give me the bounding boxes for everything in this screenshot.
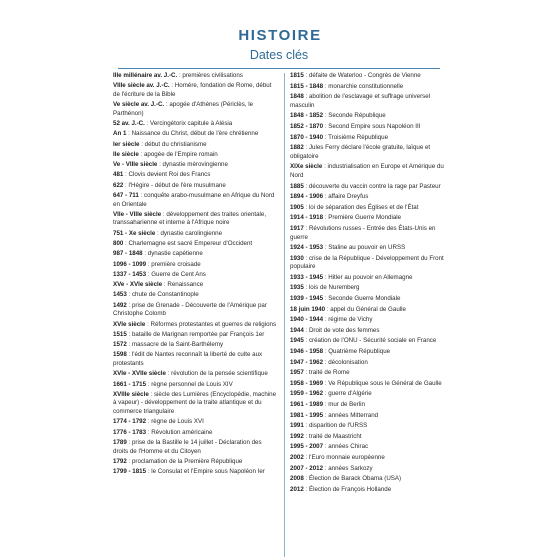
entry-separator: : [303, 93, 309, 101]
entry-separator: : [303, 284, 309, 292]
entry-text: Guerre de Cent Ans [151, 270, 206, 278]
timeline-entry [290, 443, 455, 452]
timeline-entry [290, 193, 455, 202]
timeline-entry [290, 337, 455, 346]
timeline-entry [290, 214, 455, 223]
entry-text: Quatrième République [328, 348, 391, 356]
entry-text: décolonisation [328, 358, 368, 366]
entry-text: Seconde Guerre Mondiale [328, 295, 401, 303]
entry-date: 1792 [113, 457, 127, 465]
entry-text: prise de la Bastille le 14 juillet - Déclaration des droits de l'Homme et du Citoyen [113, 438, 262, 455]
entry-date: 1924 - 1953 [290, 244, 324, 252]
entry-text: conquête arabo-musulmane en Afrique du Nord en Orientale [113, 192, 275, 208]
entry-text: Élection de François Hollande [308, 485, 392, 493]
timeline-entry [290, 348, 455, 357]
entry-text: Staline au pouvoir en URSS [328, 244, 406, 252]
entry-text: crise de la République - Développement du Front populaire [290, 254, 444, 271]
timeline-entry [113, 429, 278, 438]
entry-date: 1947 - 1962 [290, 358, 324, 366]
timeline-right-column [290, 72, 455, 496]
entry-date: 1774 - 1792 [113, 418, 147, 426]
entry-separator: : [177, 72, 183, 79]
entry-date: 1917 [290, 224, 304, 232]
timeline-entry [290, 244, 455, 253]
timeline-entry [290, 486, 455, 495]
entry-date: 1815 [290, 72, 304, 79]
entry-separator: : [144, 120, 151, 128]
entry-text: Troisième République [328, 133, 389, 141]
timeline-entry [113, 351, 278, 368]
entry-text: défaite de Waterloo - Congrès de Vienne [308, 72, 421, 79]
entry-separator: : [303, 254, 309, 262]
timeline-entry [113, 230, 278, 239]
entry-separator: : [303, 72, 309, 79]
entry-date: 1939 - 1945 [290, 295, 324, 303]
entry-separator: : [126, 351, 132, 359]
timeline-entry [113, 281, 278, 290]
timeline-entry [113, 439, 278, 456]
entry-text: premières civilisations [182, 72, 243, 79]
timeline-entry [113, 240, 278, 249]
timeline-entry [290, 163, 455, 180]
entry-text: années Chirac [328, 443, 369, 451]
timeline-entry [290, 134, 455, 143]
entry-date: 800 [113, 240, 124, 248]
entry-separator: : [323, 379, 329, 387]
entry-separator: : [162, 281, 168, 289]
entry-date: 622 [113, 181, 124, 189]
entry-date: 1572 [113, 341, 127, 349]
entry-text: dynastie carolingienne [160, 229, 223, 237]
entry-text: Révolution américaine [151, 428, 213, 436]
entry-date: 1961 - 1989 [290, 401, 324, 408]
entry-separator: : [126, 301, 132, 309]
timeline-entry [290, 83, 455, 92]
entry-text: Ve République sous le Général de Gaulle [328, 379, 442, 387]
entry-date: 1905 [290, 203, 304, 211]
timeline-entry [113, 101, 278, 118]
timeline-entry [290, 255, 455, 272]
entry-date: 987 - 1848 [113, 250, 143, 258]
timeline-entry [113, 72, 278, 81]
entry-date: XVIe - XVIIe siècle [113, 370, 166, 378]
entry-text: prise de Grenade - Découverte de l'Amérique par Christophe Colomb [113, 301, 267, 318]
entry-text: le Consulat et l'Empire sous Napoléon Ier [151, 468, 265, 476]
entry-separator: : [139, 140, 145, 148]
timeline-entry [113, 182, 278, 191]
entry-text: guerre d'Algérie [328, 390, 372, 398]
timeline-entry [113, 141, 278, 150]
column-divider [284, 73, 285, 557]
entry-text: règne personnel de Louis XIV [151, 380, 233, 388]
entry-date: 1930 [290, 254, 304, 262]
timeline-entry [113, 120, 278, 129]
entry-date: 2002 [290, 453, 304, 461]
entry-text: création de l'ONU - Sécurité sociale en France [308, 337, 437, 345]
timeline-entry [290, 144, 455, 161]
entry-separator: : [146, 260, 152, 268]
entry-text: Seconde République [328, 112, 386, 120]
timeline-entry [113, 171, 278, 180]
entry-separator: : [148, 390, 154, 398]
entry-date: VIIIe siècle av. J.-C. [113, 82, 170, 90]
timeline-entry [290, 401, 455, 410]
timeline-entry [290, 390, 455, 399]
entry-date: 1776 - 1783 [113, 428, 147, 436]
timeline-entry [290, 465, 455, 474]
entry-text: première croisade [151, 260, 201, 268]
entry-date: 1981 - 1995 [290, 411, 324, 419]
timeline-entry [113, 321, 278, 330]
entry-text: lois de Nuremberg [308, 284, 360, 292]
timeline-entry [113, 151, 278, 160]
section-heading [118, 46, 440, 69]
entry-separator: : [123, 240, 129, 248]
entry-separator: : [303, 422, 309, 430]
entry-text: appel du Général de Gaulle [330, 305, 406, 313]
entry-separator: : [323, 358, 329, 366]
entry-date: 1946 - 1958 [290, 348, 324, 356]
entry-separator: : [325, 305, 331, 313]
timeline-entry [290, 316, 455, 325]
entry-separator: : [123, 171, 129, 179]
entry-date: 481 [113, 171, 124, 179]
entry-text: Hitler au pouvoir en Allemagne [328, 273, 413, 281]
entry-separator: : [165, 370, 172, 378]
entry-separator: : [323, 122, 329, 130]
timeline-entry [290, 123, 455, 132]
timeline-entry [290, 204, 455, 213]
entry-text: Élection de Barack Obama (USA) [308, 475, 402, 483]
entry-date: 751 - Xe siècle [113, 229, 156, 237]
entry-date: 1940 - 1944 [290, 316, 324, 324]
entry-separator: : [146, 428, 152, 436]
timeline-entry [113, 458, 278, 467]
timeline-entry [290, 380, 455, 389]
entry-date: 1799 - 1815 [113, 468, 147, 476]
entry-date: 18 juin 1940 [290, 305, 326, 313]
entry-separator: : [323, 244, 329, 252]
entry-separator: : [146, 418, 152, 426]
entry-date: 1789 [113, 438, 127, 446]
timeline-entry [290, 359, 455, 368]
timeline-entry [113, 370, 278, 379]
entry-separator: : [303, 182, 309, 190]
entry-separator: : [126, 291, 132, 299]
entry-date: 1959 - 1962 [290, 390, 324, 398]
entry-text: développement des traites orientale, transsaharienne et interne à l'Afrique noire [113, 210, 267, 227]
timeline-entry [113, 271, 278, 280]
entry-text: Second Empire sous Napoléon III [328, 122, 421, 130]
entry-separator: : [126, 438, 132, 446]
entry-separator: : [123, 181, 129, 189]
entry-date: An 1 [113, 130, 127, 138]
entry-date: 1992 [290, 432, 304, 440]
entry-text: Révolutions russes - Entrée des États-Unis en guerre [290, 224, 436, 241]
entry-separator: : [323, 443, 329, 451]
entry-date: 1933 - 1945 [290, 273, 324, 281]
entry-separator: : [303, 485, 309, 493]
entry-text: affaire Dreyfus [328, 193, 369, 201]
entry-separator: : [303, 337, 309, 345]
entry-date: XVe - XVIe siècle [113, 281, 163, 289]
entry-separator: : [145, 320, 151, 328]
entry-separator: : [323, 348, 329, 356]
entry-separator: : [303, 203, 309, 211]
entry-text: Clovis devient Roi des Francs [128, 171, 211, 179]
entry-date: VIIe - VIIIe siècle [113, 210, 162, 218]
entry-separator: : [169, 82, 175, 90]
entry-text: dynastie mérovingienne [162, 161, 228, 169]
entry-text: loi de séparation des Églises et de l'État [308, 203, 419, 211]
entry-date: Ve siècle av. J.-C. [113, 101, 165, 109]
timeline-entry [290, 306, 455, 315]
entry-text: disparition de l'URSS [308, 422, 368, 430]
entry-text: découverte du vaccin contre la rage par Pasteur [308, 182, 441, 190]
timeline-entry [290, 369, 455, 378]
entry-date: IIe siècle [113, 150, 139, 158]
entry-date: 1945 [290, 337, 304, 345]
entry-date: 647 - 711 [113, 192, 139, 199]
entry-text: apogée d'Athènes (Périclès, le Parthénon) [113, 101, 254, 117]
entry-separator: : [303, 453, 309, 461]
entry-separator: : [323, 82, 329, 90]
entry-text: Homère, fondation de Rome, début de l'écriture de la Bible [113, 82, 272, 98]
entry-text: apogée de l'Empire romain [143, 150, 218, 158]
entry-text: monarchie constitutionnelle [328, 82, 404, 90]
timeline-entry [290, 183, 455, 192]
entry-date: 1882 [290, 144, 304, 152]
entry-date: 1852 - 1870 [290, 122, 324, 130]
entry-date: 1815 - 1848 [290, 82, 324, 90]
timeline-entry [290, 475, 455, 484]
entry-date: XVIIIe siècle [113, 390, 149, 398]
timeline-entry [290, 433, 455, 442]
entry-date: 1515 [113, 330, 127, 338]
timeline-entry [290, 327, 455, 336]
entry-text: Renaissance [167, 281, 204, 289]
entry-text: l'Hégire - début de l'ère musulmane [128, 181, 226, 189]
entry-date: XIXe siècle [290, 163, 323, 171]
timeline-entry [113, 381, 278, 390]
timeline-entry [290, 295, 455, 304]
entry-date: 1935 [290, 284, 304, 292]
timeline-entry [113, 391, 278, 417]
timeline-entry [290, 454, 455, 463]
timeline-entry [113, 418, 278, 427]
entry-separator: : [126, 341, 132, 349]
section-subtitle: Dates clés [249, 48, 309, 62]
entry-separator: : [138, 150, 144, 158]
entry-text: Première Guerre Mondiale [328, 214, 402, 222]
timeline-entry [113, 341, 278, 350]
timeline-entry [113, 302, 278, 319]
timeline-entry [113, 331, 278, 340]
timeline-entry [290, 284, 455, 293]
entry-separator: : [323, 273, 329, 281]
entry-text: Jules Ferry déclare l'école gratuite, laïque et obligatoire [290, 144, 431, 160]
entry-date: 1661 - 1715 [113, 380, 147, 388]
entry-separator: : [323, 411, 329, 419]
timeline-entry [113, 161, 278, 170]
entry-text: bataille de Marignan remportée par François 1er [131, 330, 265, 338]
entry-separator: : [323, 295, 329, 303]
timeline-entry [113, 192, 278, 209]
entry-date: 1958 - 1969 [290, 379, 324, 387]
entry-separator: : [303, 369, 309, 377]
entry-date: 1453 [113, 291, 127, 299]
timeline-entry [290, 422, 455, 431]
timeline-entry [113, 250, 278, 259]
entry-text: régime de Vichy [328, 316, 373, 324]
entry-text: l'Euro monnaie européenne [308, 453, 385, 461]
entry-date: 1492 [113, 301, 127, 309]
entry-text: révolution de la pensée scientifique [171, 370, 268, 378]
entry-date: 1848 [290, 93, 304, 101]
timeline-entry [113, 468, 278, 477]
entry-text: Charlemagne est sacré Empereur d'Occident [128, 240, 253, 248]
entry-text: Naissance du Christ, début de l'ère chrétienne [131, 130, 259, 138]
entry-text: années Mitterrand [328, 411, 379, 419]
timeline-entry [113, 261, 278, 270]
entry-date: Ier siècle [113, 140, 140, 148]
entry-date: 1914 - 1918 [290, 214, 324, 222]
timeline-entry [290, 72, 455, 81]
entry-date: 2007 - 2012 [290, 464, 324, 472]
entry-separator: : [323, 193, 329, 201]
entry-separator: : [146, 270, 152, 278]
timeline-entry [290, 274, 455, 283]
page-title: HISTOIRE [238, 27, 322, 44]
entry-separator: : [126, 330, 132, 338]
entry-text: Vercingétorix capitule à Alésia [150, 120, 233, 128]
entry-text: Droit de vote des femmes [308, 326, 380, 334]
entry-text: l'édit de Nantes reconnaît la liberté de culte aux protestants [113, 351, 263, 368]
entry-date: IIIe millénaire av. J.-C. [113, 72, 178, 79]
timeline-entry [290, 93, 455, 110]
entry-date: 52 av. J.-C. [113, 120, 145, 128]
entry-separator: : [323, 112, 329, 120]
entry-date: 1885 [290, 182, 304, 190]
entry-date: 1096 - 1099 [113, 260, 147, 268]
entry-date: 1870 - 1940 [290, 133, 324, 141]
entry-separator: : [126, 130, 132, 138]
entry-separator: : [138, 192, 144, 199]
entry-text: massacre de la Saint-Barthélemy [131, 341, 224, 349]
entry-text: proclamation de la Première République [131, 457, 243, 465]
entry-separator: : [164, 101, 170, 109]
entry-separator: : [161, 210, 167, 218]
entry-text: années Sarkozy [328, 464, 373, 472]
entry-text: traité de Rome [308, 369, 350, 377]
entry-text: dynastie capétienne [147, 250, 203, 258]
entry-date: 1995 - 2007 [290, 443, 324, 451]
entry-separator: : [303, 432, 309, 440]
entry-separator: : [303, 326, 309, 334]
timeline-entry [290, 412, 455, 421]
timeline-entry [290, 225, 455, 242]
entry-date: 1598 [113, 351, 127, 359]
entry-separator: : [146, 380, 152, 388]
entry-text: règne de Louis XVI [151, 418, 204, 426]
entry-text: chute de Constantinople [131, 291, 199, 299]
timeline-entry [113, 291, 278, 300]
entry-separator: : [303, 224, 309, 232]
timeline-entry [113, 82, 278, 99]
entry-separator: : [157, 161, 163, 169]
entry-date: 1894 - 1906 [290, 193, 324, 201]
entry-date: Ve - VIIIe siècle [113, 161, 158, 169]
entry-separator: : [323, 464, 329, 472]
entry-separator: : [323, 133, 329, 141]
timeline-left-column [113, 72, 278, 478]
entry-text: début du christianisme [144, 140, 207, 148]
timeline-entry [290, 112, 455, 121]
entry-separator: : [323, 214, 329, 222]
entry-text: abolition de l'esclavage et suffrage universel masculin [290, 93, 431, 109]
entry-date: XVIe siècle [113, 320, 146, 328]
entry-date: 1337 - 1453 [113, 270, 147, 278]
entry-date: 1944 [290, 326, 304, 334]
entry-separator: : [155, 229, 161, 237]
entry-date: 1848 - 1852 [290, 112, 324, 120]
entry-separator: : [323, 401, 329, 408]
entry-separator: : [322, 163, 328, 171]
entry-text: industrialisation en Europe et Amérique du Nord [290, 163, 444, 179]
entry-text: Réformes protestantes et guerres de religions [150, 320, 277, 328]
entry-separator: : [303, 144, 309, 152]
entry-text: siècle des Lumières (Encyclopédie, machine à vapeur) - développement de la traite atlantique et du commerce triangulaire [113, 390, 277, 416]
entry-text: mur de Berlin [328, 401, 365, 408]
entry-separator: : [146, 468, 152, 476]
entry-date: 1991 [290, 422, 304, 430]
entry-separator: : [323, 316, 329, 324]
entry-separator: : [126, 457, 132, 465]
timeline-entry [113, 130, 278, 139]
timeline-entry [113, 211, 278, 228]
entry-separator: : [142, 250, 148, 258]
entry-separator: : [323, 390, 329, 398]
entry-date: 2008 [290, 475, 304, 483]
entry-date: 2012 [290, 485, 304, 493]
entry-text: traité de Maastricht [308, 432, 362, 440]
entry-date: 1957 [290, 369, 304, 377]
entry-separator: : [303, 475, 309, 483]
